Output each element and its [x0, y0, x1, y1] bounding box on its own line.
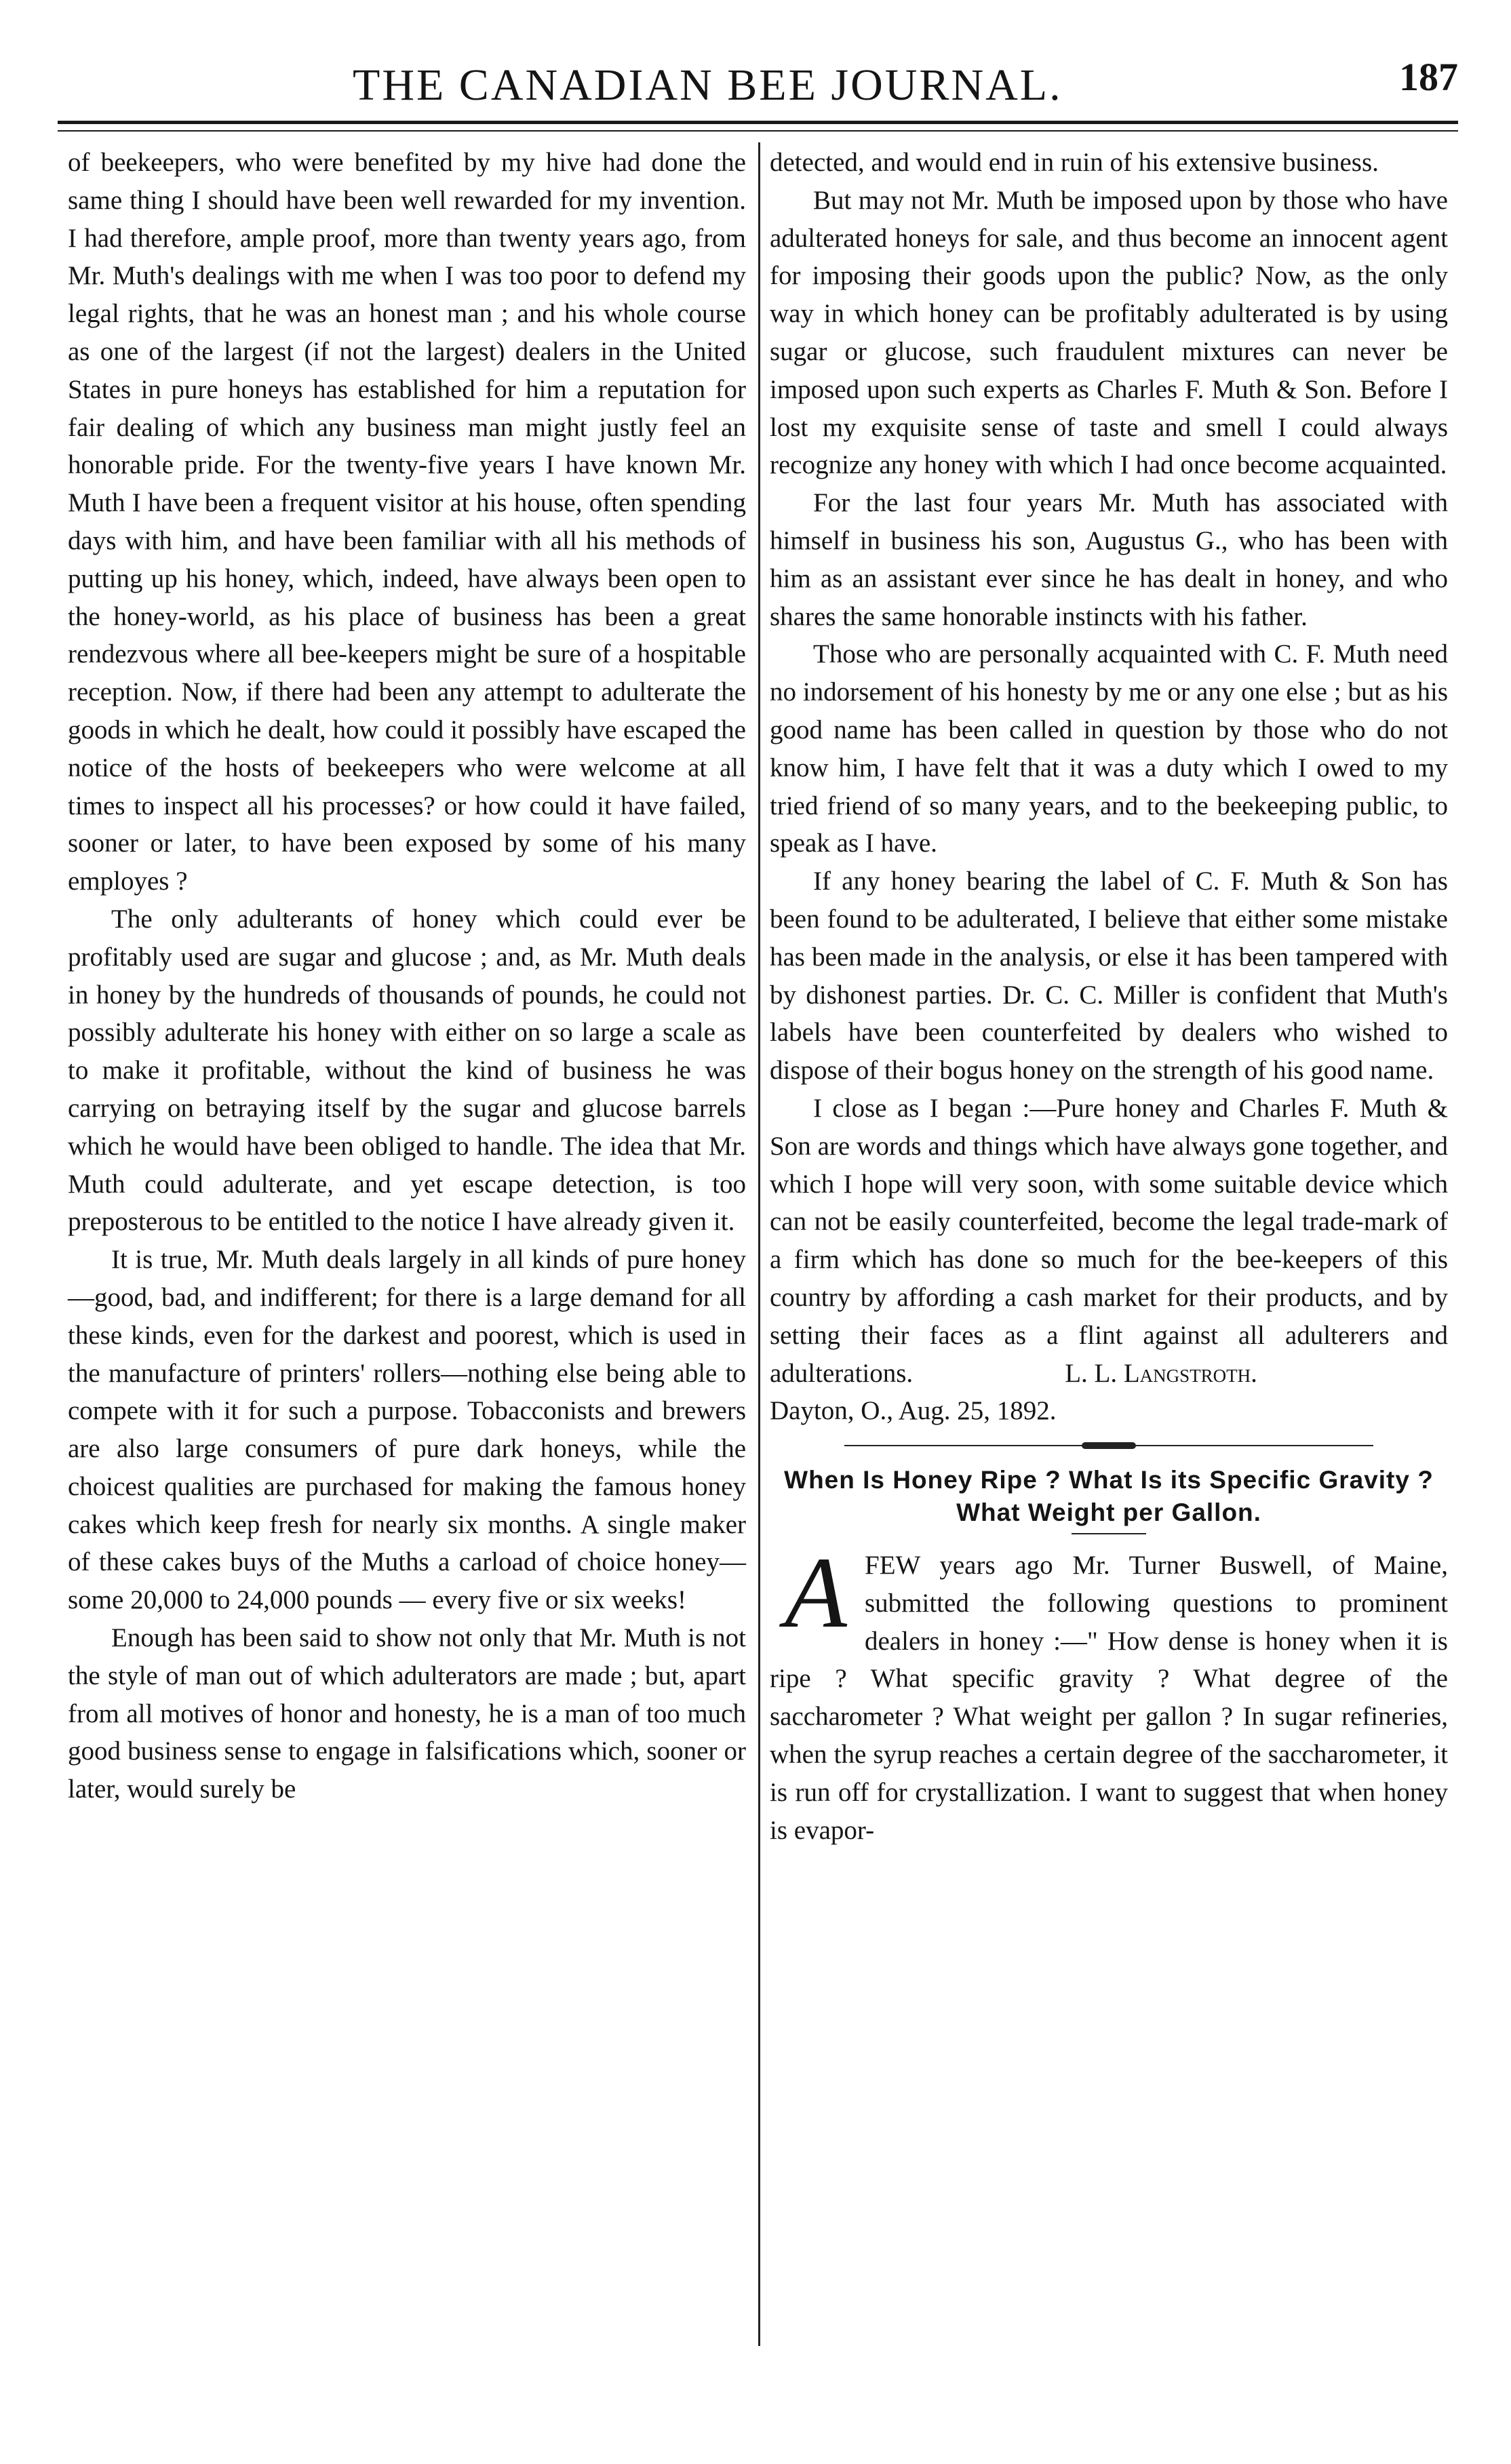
heading-rule — [1072, 1533, 1146, 1534]
author-signature: L. L. Langstroth. — [1065, 1358, 1257, 1388]
article-paragraph — [770, 1536, 1448, 1849]
paragraph: If any honey bearing the label of C. F. Muth & Son has been found to be adulterated, I believe that either some mistake has been made in the analysis, or else it has been tampered with by dishonest parties. Dr. C. C. Miller is confident that Muth's labels have been counterfeited by dealers who wished to dispose of their bogus honey on the strength of his good name. — [770, 867, 1448, 1086]
ornament-divider — [844, 1442, 1373, 1449]
right-column — [770, 144, 1448, 1849]
column-divider — [758, 142, 760, 2346]
page-number: 187 — [1399, 55, 1458, 99]
paragraph: For the last four years Mr. Muth has associated with himself in business his son, Augustus G., who has been with him as an assistant ever since he has dealt in honey, and who shares the same honorable instincts with his father. — [770, 488, 1448, 631]
left-column — [68, 144, 746, 1808]
header-rule-thick — [58, 121, 1458, 124]
paragraph-text: I close as I began :—Pure honey and Charles F. Muth & Son are words and things which have always gone together, and which I hope will very soon, with some suitable device which can not be easily counterfeited, become the legal trade-mark of a firm which has done so much for the bee-keepers of this country by affording a cash market for their products, and by setting their faces as a flint against all adulterers and adulterations. — [770, 1093, 1448, 1388]
paragraph: of beekeepers, who were benefited by my hive had done the same thing I should have been well rewarded for my invention. I had therefore, ample proof, more than twenty years ago, from Mr. Muth's dealings with me when I was too poor to defend my legal rights, that he was an honest man ; and his whole course as one of the largest (if not the largest) dealers in the United States in pure honeys has established for him a reputation for fair dealing of which any business man might justly feel an honorable pride. For the twenty-five years I have known Mr. Muth I have been a frequent visitor at his house, often spending days with him, and have been familiar with all his methods of putting up his honey, which, indeed, have always been open to the honey-world, as his place of business has been a great rendezvous where all bee-keepers might be sure of a hospitable reception. Now, if there had been any attempt to adulterate the goods in which he dealt, how could it possibly have escaped the notice of the hosts of beekeepers who were welcome at all times to inspect all his processes? or how could it have failed, sooner or later, to have been exposed by some of his many employes ? — [68, 148, 746, 896]
header-rule-thin — [58, 130, 1458, 132]
paragraph: It is true, Mr. Muth deals largely in all kinds of pure honey—good, bad, and indifferent; for there is a large demand for all these kinds, even for the darkest and poorest, which is used in the manufacture of printers' rollers—nothing else being able to compete with it for such a purpose. Tobacconists and brewers are also large consumers of pure dark honeys, while the choicest qualities are purchased for making the famous honey cakes which keep fresh for nearly six months. A single maker of these cakes buys of the Muths a carload of choice honey—some 20,000 to 24,000 pounds — every five or six weeks! — [68, 1245, 746, 1615]
article-heading: When Is Honey Ripe ? What Is its Specific Gravity ? What Weight per Gallon. — [784, 1466, 1434, 1527]
paragraph: Enough has been said to show not only that Mr. Muth is not the style of man out of which adulterators are made ; but, apart from all motives of honor and honesty, he is a man of too much good business sense to engage in falsifications which, sooner or later, would surely be — [68, 1623, 746, 1804]
page-header — [54, 54, 1458, 115]
article-body: FEW years ago Mr. Turner Buswell, of Maine, submitted the following questions to prominent dealers in honey :—" How dense is honey when it is ripe ? What specific gravity ? What degree of the saccharometer ? What weight per gallon ? In sugar refineries, when the syrup reaches a certain degree of the saccharometer, it is run off for crystallization. I want to suggest that when honey is evapor- — [770, 1551, 1448, 1845]
dateline: Dayton, O., Aug. 25, 1892. — [770, 1396, 1057, 1426]
paragraph: Those who are personally acquainted with C. F. Muth need no indorsement of his honesty by me or any one else ; but as his good name has been called in question by those who do not know him, I have felt that it was a duty which I owed to my tried friend of so many years, and to the beekeeping public, to speak as I have. — [770, 639, 1448, 858]
paragraph: The only adulterants of honey which could ever be profitably used are sugar and glucose ; and, as Mr. Muth deals in honey by the hundreds of thousands of pounds, he could not possibly adulterate his honey with either on so large a scale as to make it profitable, without the kind of business he was carrying on betraying itself by the sugar and glucose barrels which he would have been obliged to handle. The idea that Mr. Muth could adulterate, and yet escape detection, is too preposterous to be entitled to the notice I have already given it. — [68, 904, 746, 1237]
paragraph: detected, and would end in ruin of his extensive business. — [770, 148, 1379, 177]
closing-paragraph — [770, 1090, 1448, 1392]
paragraph: But may not Mr. Muth be imposed upon by those who have adulterated honeys for sale, and thus become an innocent agent for imposing their goods upon the public? Now, as the only way in which honey can be profitably adulterated is by using sugar or glucose, such fraudulent mixtures can never be imposed upon such experts as Charles F. Muth & Son. Before I lost my exquisite sense of taste and smell I could always recognize any honey with which I had once become acquainted. — [770, 185, 1448, 480]
journal-title: THE CANADIAN BEE JOURNAL. — [353, 60, 1063, 110]
drop-cap: A — [785, 1536, 847, 1650]
